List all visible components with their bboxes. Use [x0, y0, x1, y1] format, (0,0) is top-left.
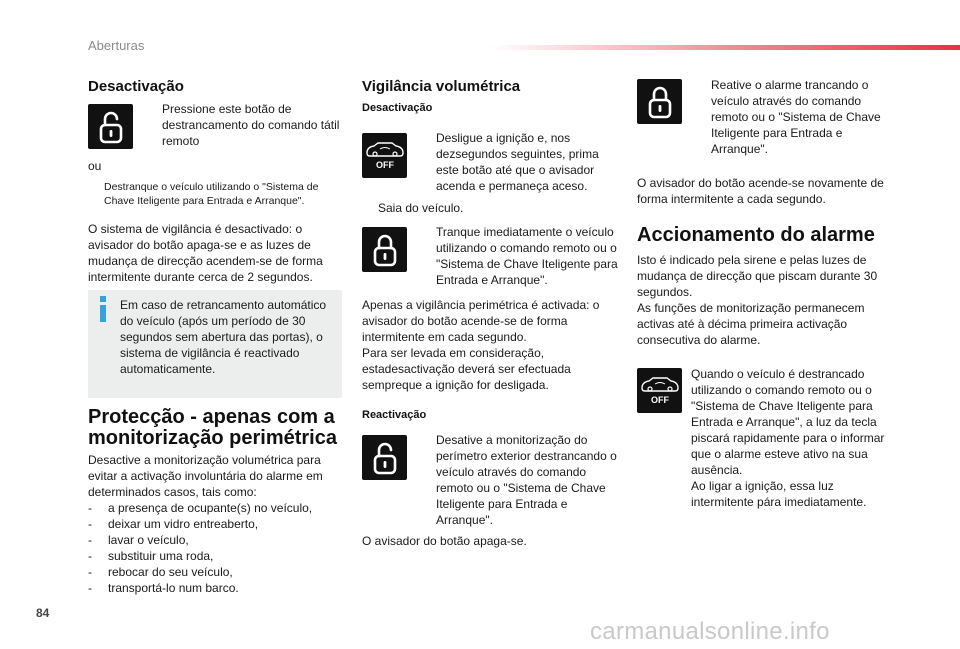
protection-intro: Desactive a monitorização volumétrica para evitar a activação involuntária do alarme em determinados casos, tais como:: [88, 453, 323, 499]
list-item: - lavar o veículo,: [88, 533, 189, 547]
info-text: Em caso de retrancamento automático do veículo (após um período de 30 segundos sem abertura das portas), o sistema de vigilância é reactivado automaticamente.: [120, 298, 327, 376]
reactivate-step: Reative o alarme trancando o veículo através do comando remoto ou o "Sistema de Chave Iteligente para Entrada e Arranque".: [695, 77, 895, 157]
list-item: - transportá-lo num barco.: [88, 581, 239, 595]
section-title: Aberturas: [88, 38, 145, 53]
bullet-icon: [88, 180, 104, 208]
alarm-trigger-heading: Accionamento do alarme: [637, 224, 875, 246]
protection-list: [88, 500, 344, 596]
alarm-off-icon: [362, 133, 407, 178]
unlock-icon: [362, 435, 407, 480]
volumetric-step-2: Saia do veículo.: [362, 200, 618, 216]
alarm-trigger-paragraph: Isto é indicado pela sirene e pelas luzes de mudança de direcção que piscam durante 30 segundos. As funções de monitorização permanecem activas até à décima primeira activação consecutiva do alarme.: [637, 253, 878, 347]
indicator-off-note: O avisador do botão apaga-se.: [362, 534, 527, 548]
deactivation-paragraph: O sistema de vigilância é desactivado: o avisador do botão apaga-se e as luzes de mudança de direcção acendem-se de forma intermitente durante cerca de 2 segundos.: [88, 222, 323, 284]
svg-text:OFF: OFF: [650, 394, 669, 405]
list-item: - deixar um vidro entreaberto,: [88, 517, 259, 531]
or-label: ou: [88, 159, 102, 173]
unlock-icon: [88, 104, 133, 149]
deactivation-step-1: Pressione este botão de destrancamento do comando tátil remoto: [146, 101, 346, 149]
bullet-icon: [695, 77, 711, 157]
bullet-icon: [146, 101, 162, 149]
alarm-off-icon: [637, 368, 682, 413]
bullet-icon: [362, 200, 378, 216]
svg-text:OFF: OFF: [375, 159, 394, 170]
volumetric-step-1: Desligue a ignição e, nos dezsegundos seguintes, prima este botão até que o avisador acenda e permaneça aceso.: [420, 130, 620, 194]
unlock-alarm-note: Quando o veículo é destrancado utilizando o comando remoto ou o "Sistema de Chave Iteligente para Entrada e Arranque", a luz da tecla piscará rapidamente para o informar que o alarme esteve ativo na sua ausência. Ao ligar a ignição, essa luz intermitente pára imediatamente.: [691, 367, 885, 509]
lock-icon: [362, 227, 407, 272]
info-icon: [96, 296, 110, 322]
volumetric-heading: Vigilância volumétrica: [362, 78, 521, 95]
list-item: - substituir uma roda,: [88, 549, 214, 563]
header-accent-bar: [490, 45, 960, 50]
reactivation-step: Desative a monitorização do perímetro exterior destrancando o veículo através do comando remoto ou o "Sistema de Chave Iteligente para Entrada e Arranque".: [420, 432, 620, 528]
deactivation-step-2: Destranque o veículo utilizando o "Sistema de Chave Iteligente para Entrada e Arranque".: [88, 180, 344, 208]
deactivation-heading: Desactivação: [88, 78, 184, 95]
bullet-icon: [420, 130, 436, 194]
volumetric-step-3: Tranque imediatamente o veículo utilizando o comando remoto ou o "Sistema de Chave Iteligente para Entrada e Arranque".: [420, 224, 620, 288]
lock-icon: [637, 79, 682, 124]
list-item: - rebocar do seu veículo,: [88, 565, 233, 579]
protection-heading: Protecção - apenas com a monitorização perimétrica: [88, 406, 337, 449]
page-number: 84: [36, 606, 50, 620]
bullet-icon: [420, 432, 436, 528]
indicator-flash-note: O avisador do botão acende-se novamente de forma intermitente a cada segundo.: [637, 176, 884, 206]
list-item: - a presença de ocupante(s) no veículo,: [88, 501, 313, 515]
perimeter-paragraph: Apenas a vigilância perimétrica é activada: o avisador do botão acende-se de forma intermitente em cada segundo. Para ser levada em consideração, estadesactivação deverá ser efectuada sempreque a ignição for desligada.: [362, 298, 600, 392]
bullet-icon: [420, 224, 436, 288]
reactivation-subheading: Reactivação: [362, 409, 427, 421]
watermark: carmanualsonline.info: [590, 618, 830, 645]
volumetric-deactivation-subheading: Desactivação: [362, 102, 433, 114]
